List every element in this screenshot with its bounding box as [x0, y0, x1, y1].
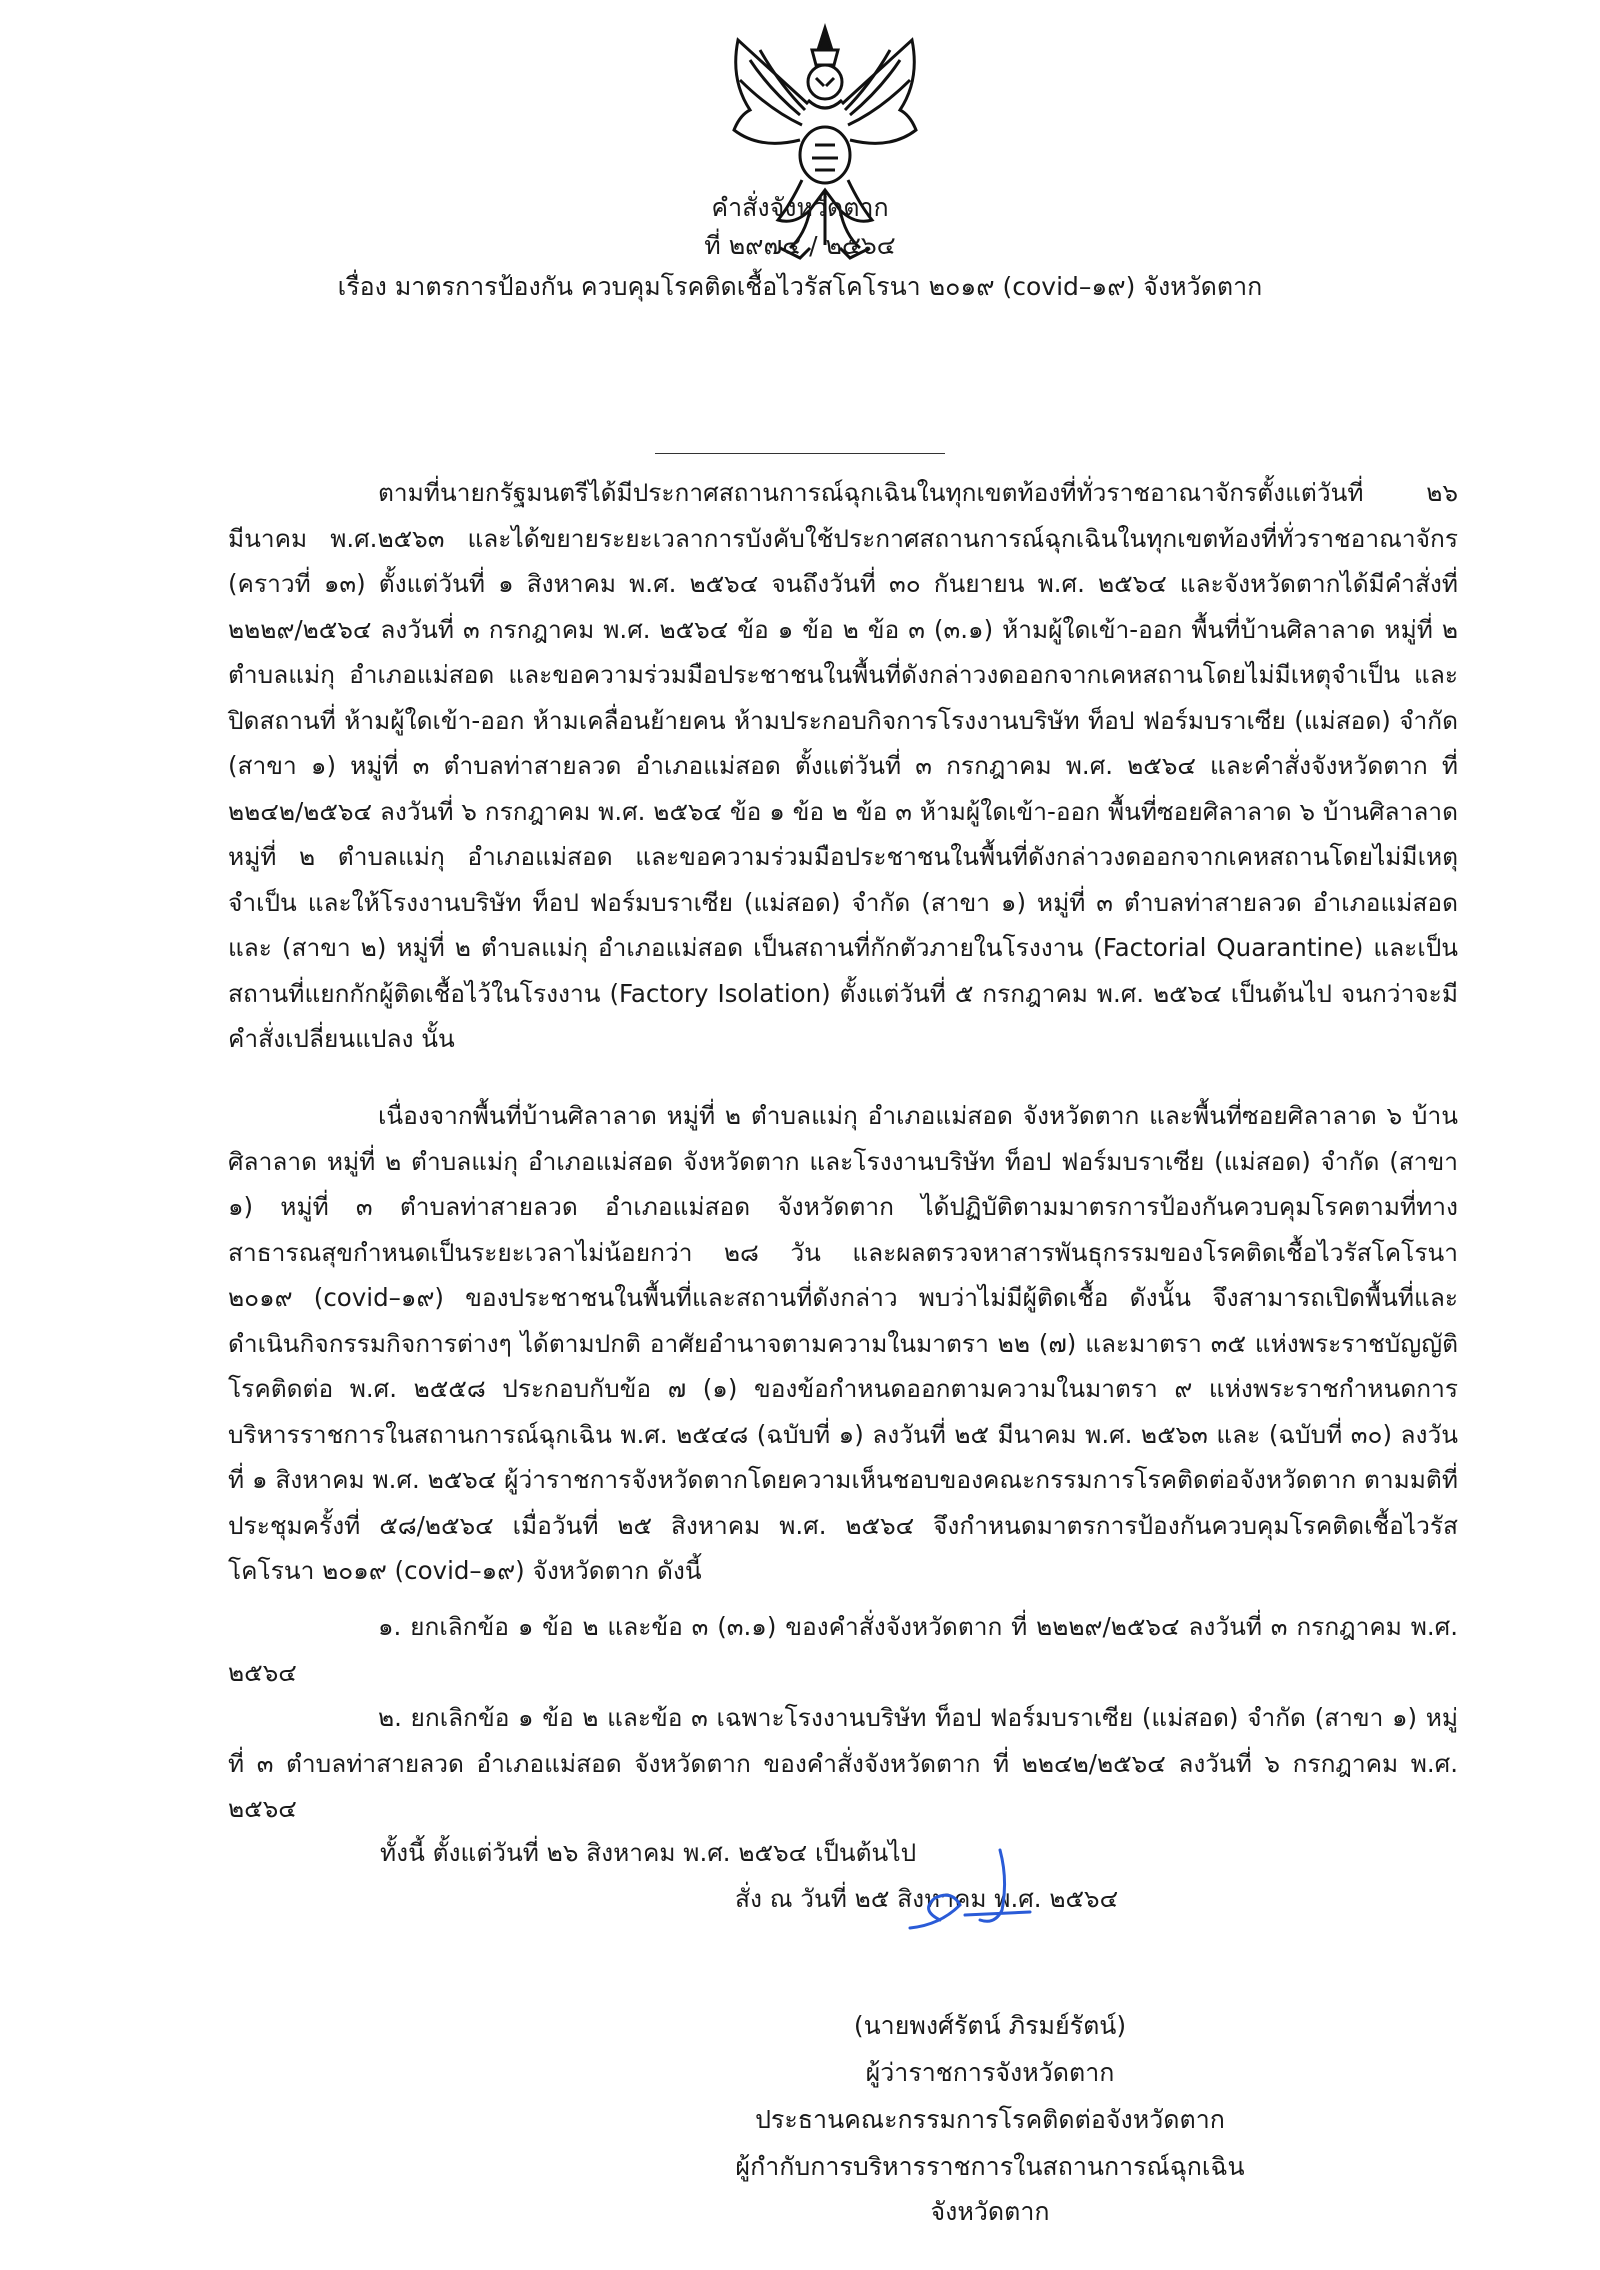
body-paragraph-2 — [228, 1093, 1458, 1594]
ordered-date: สั่ง ณ วันที่ ๒๕ สิงหาคม พ.ศ. ๒๕๖๔ — [735, 1884, 1119, 1913]
order-title: คำสั่งจังหวัดตาก — [711, 193, 889, 222]
signatory-name: (นายพงศ์รัตน์ ภิรมย์รัตน์) — [853, 2011, 1127, 2040]
order-number: ที่ ๒๙๗๔ / ๒๕๖๔ — [704, 231, 896, 260]
signatory-position-1: ผู้ว่าราชการจังหวัดตาก — [865, 2058, 1115, 2087]
item-text: ๑. ยกเลิกข้อ ๑ ข้อ ๒ และข้อ ๓ (๓.๑) ของคำสั่งจังหวัดตาก ที่ ๒๒๒๙/๒๕๖๔ ลงวันที่ ๓ กรกฎาคม พ.ศ. ๒๕๖๔ — [228, 1612, 1458, 1687]
handwritten-signature-icon — [880, 1840, 1060, 1940]
signatory-position-2: ประธานคณะกรรมการโรคติดต่อจังหวัดตาก — [755, 2105, 1225, 2134]
paragraph-text: เนื่องจากพื้นที่บ้านศิลาลาด หมู่ที่ ๒ ตำบลแม่กุ อำเภอแม่สอด จังหวัดตาก และพื้นที่ซอยศิลาลาด ๖ บ้านศิลาลาด หมู่ที่ ๒ ตำบลแม่กุ อำเภอแม่สอด จังหวัดตาก และโรงงานบริษัท ท็อป ฟอร์มบราเซีย (แม่สอด) จำกัด (สาขา ๑) หมู่ที่ ๓ ตำบลท่าสายลวด อำเภอแม่สอด จังหวัดตาก ได้ปฏิบัติตามมาตรการป้องกันควบคุมโรคตามที่ทางสาธารณสุขกำหนดเป็นระยะเวลาไม่น้อยกว่า ๒๘ วัน และผลตรวจหาสารพันธุกรรมของโรคติดเชื้อไวรัสโคโรนา ๒๐๑๙ (covid–๑๙) ของประชาชนในพื้นที่และสถานที่ดังกล่าว พบว่าไม่มีผู้ติดเชื้อ ดังนั้น จึงสามารถเปิดพื้นที่และดำเนินกิจกรรมกิจการต่างๆ ได้ตามปกติ อาศัยอำนาจตามความในมาตรา ๒๒ (๗) และมาตรา ๓๕ แห่งพระราชบัญญัติโรคติดต่อ พ.ศ. ๒๕๕๘ ประกอบกับข้อ ๗ (๑) ของข้อกำหนดออกตามความในมาตรา ๙ แห่งพระราชกำหนดการบริหารราชการในสถานการณ์ฉุกเฉิน พ.ศ. ๒๕๔๘ (ฉบับที่ ๑) ลงวันที่ ๒๕ มีนาคม พ.ศ. ๒๕๖๓ และ (ฉบับที่ ๓๐) ลงวันที่ ๑ สิงหาคม พ.ศ. ๒๕๖๔ ผู้ว่าราชการจังหวัดตากโดยความเห็นชอบของคณะกรรมการโรคติดต่อจังหวัดตาก ตามมติที่ประชุมครั้งที่ ๕๘/๒๕๖๔ เมื่อวันที่ ๒๕ สิงหาคม พ.ศ. ๒๕๖๔ จึงกำหนดมาตรการป้องกันควบคุมโรคติดเชื้อไวรัสโคโรนา ๒๐๑๙ (covid–๑๙) จังหวัดตาก ดังนี้ — [228, 1101, 1458, 1585]
order-item-1 — [228, 1604, 1458, 1695]
item-text: ๒. ยกเลิกข้อ ๑ ข้อ ๒ และข้อ ๓ เฉพาะโรงงานบริษัท ท็อป ฟอร์มบราเซีย (แม่สอด) จำกัด (สาขา ๑) หมู่ที่ ๓ ตำบลท่าสายลวด อำเภอแม่สอด จังหวัดตาก ของคำสั่งจังหวัดตาก ที่ ๒๒๔๒/๒๕๖๔ ลงวันที่ ๖ กรกฎาคม พ.ศ. ๒๕๖๔ — [228, 1703, 1458, 1823]
body-paragraph-1 — [228, 470, 1458, 1062]
title-divider — [655, 453, 945, 454]
signatory-position-3: ผู้กำกับการบริหารราชการในสถานการณ์ฉุกเฉินจังหวัดตาก — [735, 2152, 1245, 2226]
order-item-2 — [228, 1695, 1458, 1832]
order-subject: เรื่อง มาตรการป้องกัน ควบคุมโรคติดเชื้อไวรัสโคโรนา ๒๐๑๙ (covid–๑๙) จังหวัดตาก — [337, 272, 1263, 301]
paragraph-text: ตามที่นายกรัฐมนตรีได้มีประกาศสถานการณ์ฉุกเฉินในทุกเขตท้องที่ทั่วราชอาณาจักรตั้งแต่วันที่ ๒๖ มีนาคม พ.ศ.๒๕๖๓ และได้ขยายระยะเวลาการบังคับใช้ประกาศสถานการณ์ฉุกเฉินในทุกเขตท้องที่ทั่วราชอาณาจักร (คราวที่ ๑๓) ตั้งแต่วันที่ ๑ สิงหาคม พ.ศ. ๒๕๖๔ จนถึงวันที่ ๓๐ กันยายน พ.ศ. ๒๕๖๔ และจังหวัดตากได้มีคำสั่งที่ ๒๒๒๙/๒๕๖๔ ลงวันที่ ๓ กรกฎาคม พ.ศ. ๒๕๖๔ ข้อ ๑ ข้อ ๒ ข้อ ๓ (๓.๑) ห้ามผู้ใดเข้า-ออก พื้นที่บ้านศิลาลาด หมู่ที่ ๒ ตำบลแม่กุ อำเภอแม่สอด และขอความร่วมมือประชาชนในพื้นที่ดังกล่าวงดออกจากเคหสถานโดยไม่มีเหตุจำเป็น และปิดสถานที่ ห้ามผู้ใดเข้า-ออก ห้ามเคลื่อนย้ายคน ห้ามประกอบกิจการโรงงานบริษัท ท็อป ฟอร์มบราเซีย (แม่สอด) จำกัด (สาขา ๑) หมู่ที่ ๓ ตำบลท่าสายลวด อำเภอแม่สอด ตั้งแต่วันที่ ๓ กรกฎาคม พ.ศ. ๒๕๖๔ และคำสั่งจังหวัดตาก ที่ ๒๒๔๒/๒๕๖๔ ลงวันที่ ๖ กรกฎาคม พ.ศ. ๒๕๖๔ ข้อ ๑ ข้อ ๒ ข้อ ๓ ห้ามผู้ใดเข้า-ออก พื้นที่ซอยศิลาลาด ๖ บ้านศิลาลาด หมู่ที่ ๒ ตำบลแม่กุ อำเภอแม่สอด และขอความร่วมมือประชาชนในพื้นที่ดังกล่าวงดออกจากเคหสถานโดยไม่มีเหตุจำเป็น และให้โรงงานบริษัท ท็อป ฟอร์มบราเซีย (แม่สอด) จำกัด (สาขา ๑) หมู่ที่ ๓ ตำบลท่าสายลวด อำเภอแม่สอด และ (สาขา ๒) หมู่ที่ ๒ ตำบลแม่กุ อำเภอแม่สอด เป็นสถานที่กักตัวภายในโรงงาน (Factorial Quarantine) และเป็นสถานที่แยกกักผู้ติดเชื้อไว้ในโรงงาน (Factory Isolation) ตั้งแต่วันที่ ๕ กรกฎาคม พ.ศ. ๒๕๖๔ เป็นต้นไป จนกว่าจะมีคำสั่งเปลี่ยนแปลง นั้น — [228, 478, 1458, 1053]
effective-date: ทั้งนี้ ตั้งแต่วันที่ ๒๖ สิงหาคม พ.ศ. ๒๕๖๔ เป็นต้นไป — [380, 1838, 917, 1867]
